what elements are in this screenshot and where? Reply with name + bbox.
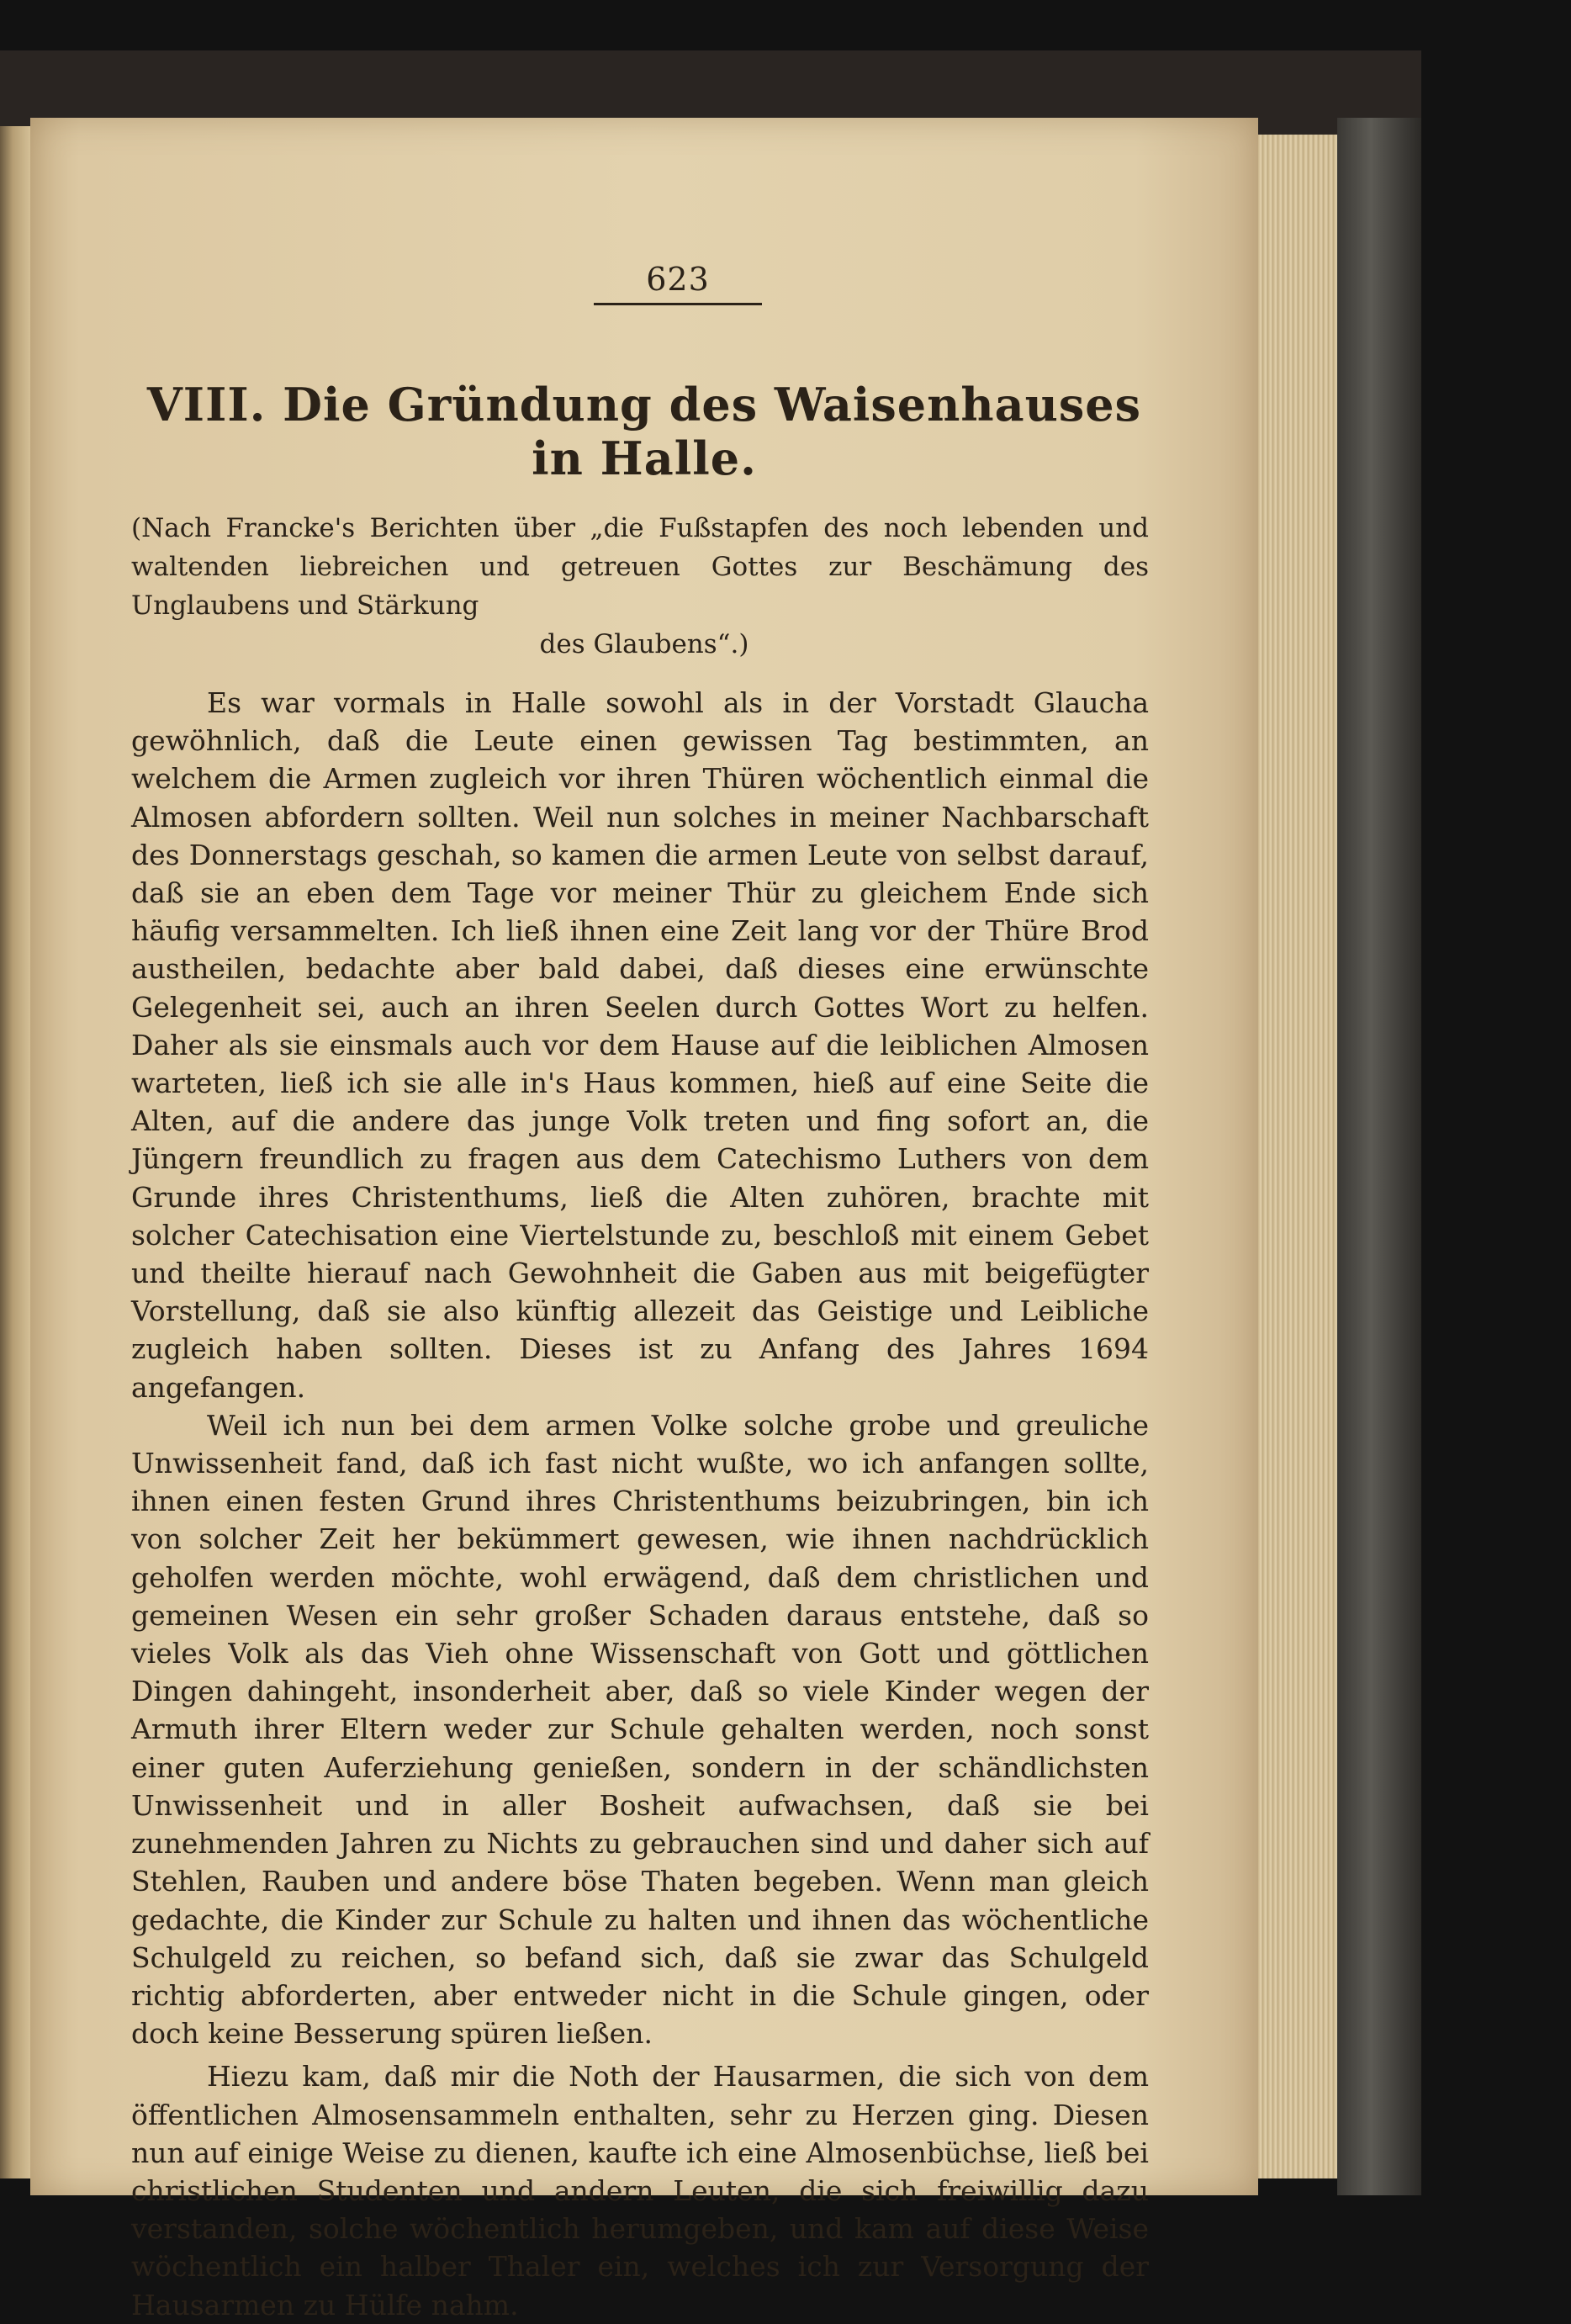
book-cover-edge <box>1337 118 1421 2195</box>
book-spread <box>0 50 1421 2321</box>
page-text-block <box>131 202 1157 2324</box>
left-page-edge <box>0 126 32 2178</box>
chapter-subtitle: (Nach Francke's Berichten über „die Fußstapfen des noch lebenden und waltenden liebreichen und getreuen Gottes zur Beschämung des Unglaubens und Stärkung <box>131 513 1149 621</box>
page-number: 623 <box>646 261 710 298</box>
paragraph-3: Hiezu kam, daß mir die Noth der Hausarmen, die sich von dem öffentlichen Almosensammeln enthalten, sehr zu Herzen ging. Diesen nun auf einige Weise zu dienen, kaufte ich eine Almosenbüchse, ließ bei christlichen Studenten und andern Leuten, die sich freiwillig dazu verstanden, solche wöchentlich herumgeben, und kam auf diese Weise wöchentlich ein halber Thaler ein, welches ich zur Versorgung der Hausarmen zu Hülfe nahm. <box>131 2060 1149 2321</box>
chapter-title: VIII. Die Gründung des Waisenhauses in Halle. <box>146 378 1142 485</box>
page-fore-edge <box>1253 135 1337 2178</box>
paragraph-2: Weil ich nun bei dem armen Volke solche grobe und greuliche Unwissenheit fand, daß ich fast nicht wußte, wo ich anfangen sollte, ihnen einen festen Grund ihres Christenthums beizubringen, bin ich von solcher Zeit her bekümmert gewesen, wie ihnen nachdrücklich geholfen werden möchte, wohl erwägend, daß dem christlichen und gemeinen Wesen ein sehr großer Schaden daraus entstehe, daß so vieles Volk als das Vieh ohne Wissenschaft von Gott und göttlichen Dingen dahingeht, insonderheit aber, daß so viele Kinder wegen der Armuth ihrer Eltern weder zur Schule gehalten werden, noch sonst einer guten Auferziehung genießen, sondern in der schändlichsten Unwissenheit und in aller Bosheit aufwachsen, daß sie bei zunehmenden Jahren zu Nichts zu gebrauchen sind und daher sich auf Stehlen, Rauben und andere böse Thaten begeben. Wenn man gleich gedachte, die Kinder zur Schule zu halten und ihnen das wöchentliche Schulgeld zu reichen, so befand sich, daß sie zwar das Schulgeld richtig abforderten, aber entweder nicht in die Schule gingen, oder doch keine Besserung spüren ließen. <box>131 1408 1149 2051</box>
chapter-subtitle-end: des Glaubens“.) <box>539 629 749 659</box>
page-number-rule <box>594 303 762 305</box>
paragraph-1: Es war vormals in Halle sowohl als in der Vorstadt Glaucha gewöhnlich, daß die Leute einen gewissen Tag bestimmten, an welchem die Armen zugleich vor ihren Thüren wöchentlich einmal die Almosen abfordern sollten. Weil nun solches in meiner Nachbarschaft des Donnerstags geschah, so kamen die armen Leute von selbst darauf, daß sie an eben dem Tage vor meiner Thür zu gleichem Ende sich häufig versammelten. Ich ließ ihnen eine Zeit lang vor der Thüre Brod austheilen, bedachte aber bald dabei, daß dieses eine erwünschte Gelegenheit sei, auch an ihren Seelen durch Gottes Wort zu helfen. Daher als sie einsmals auch vor dem Hause auf die leiblichen Almosen warteten, ließ ich sie alle in's Haus kommen, hieß auf eine Seite die Alten, auf die andere das junge Volk treten und fing sofort an, die Jüngern freundlich zu fragen aus dem Catechismo Luthers von dem Grunde ihres Christenthums, ließ die Alten zuhören, brachte mit solcher Catechisation eine Viertelstunde zu, beschloß mit einem Gebet und theilte hierauf nach Gewohnheit die Gaben aus mit beigefügter Vorstellung, daß sie also künftig allezeit das Geistige und Leibliche zugleich haben sollten. Dieses ist zu Anfang des Jahres 1694 angefangen. <box>131 686 1149 1404</box>
book-page <box>30 118 1258 2321</box>
